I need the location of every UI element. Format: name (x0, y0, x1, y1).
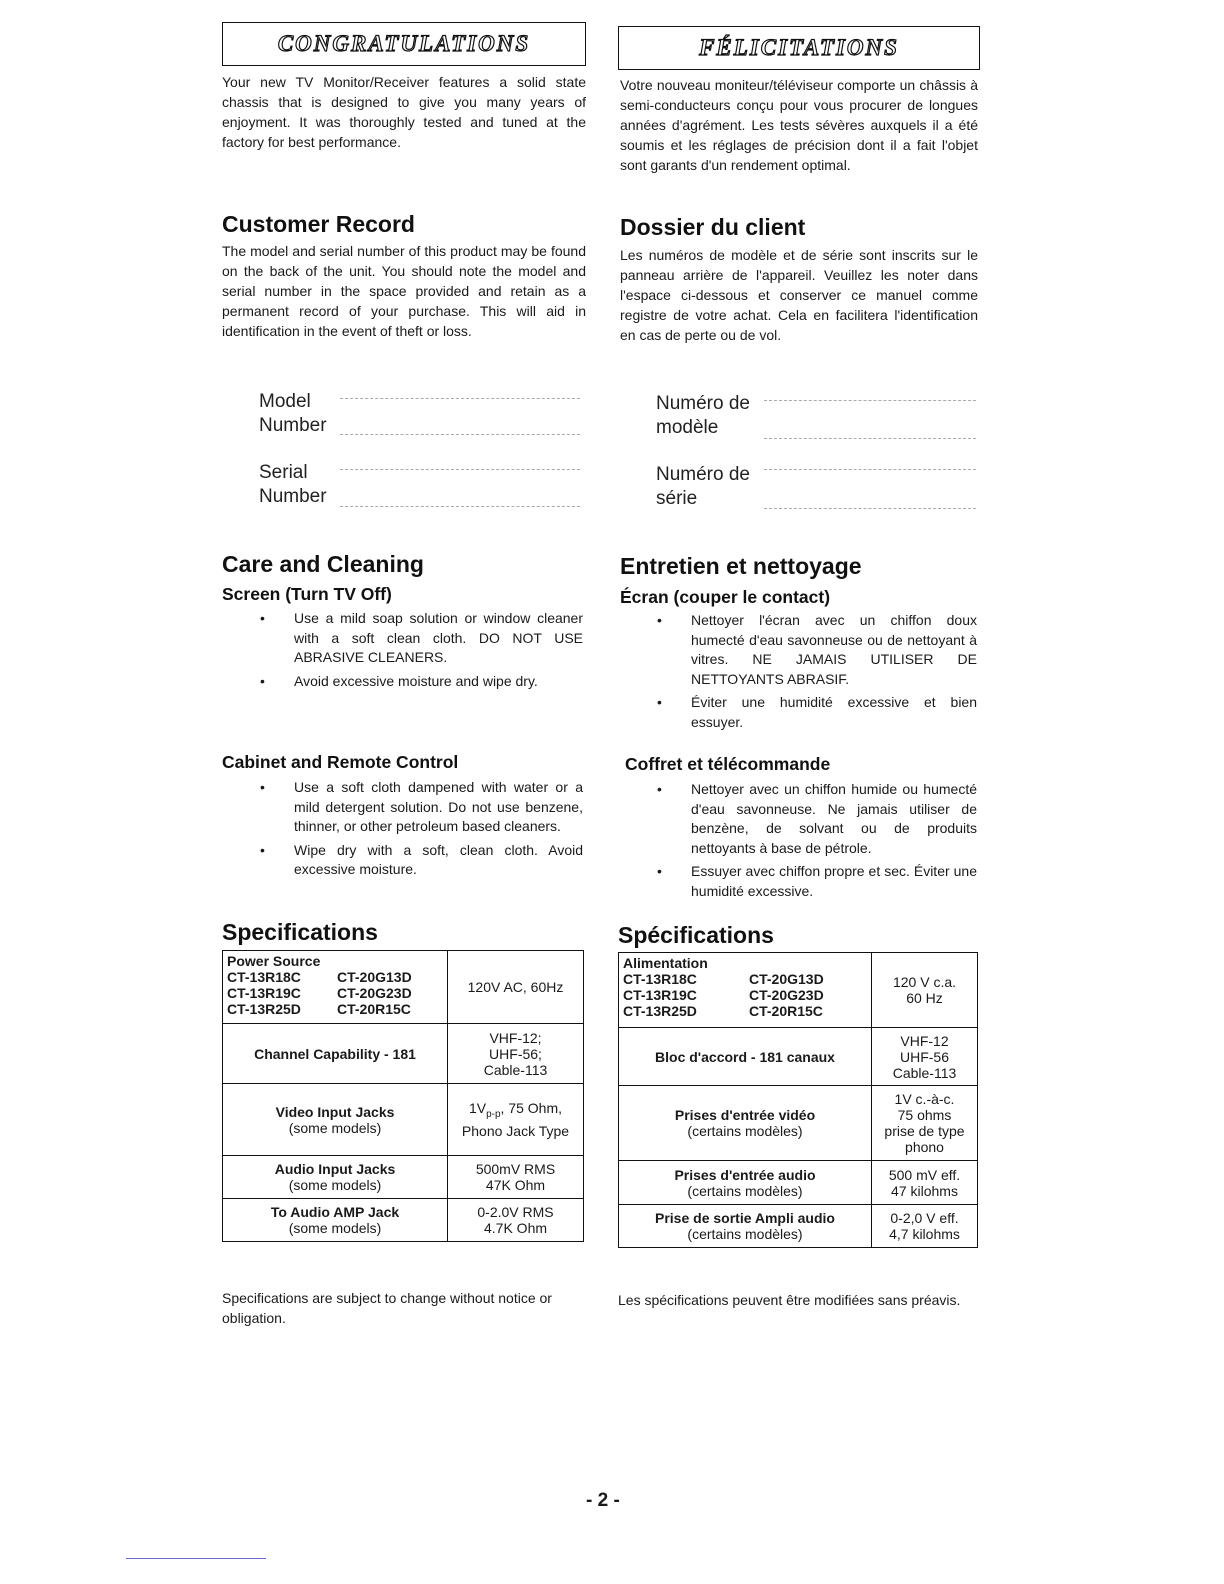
video-input-sub: (some models) (288, 1119, 382, 1136)
audio-amp-label-fr (619, 1205, 872, 1248)
page-number: - 2 - (586, 1490, 620, 1511)
audio-input-label-fr (619, 1161, 872, 1205)
model-code: CT-13R25D (623, 1003, 697, 1019)
channel-capability-label: Channel Capability - 181 (223, 1024, 448, 1084)
model-code: CT-20R15C (749, 1003, 823, 1019)
power-value-2-fr: 60 Hz (906, 990, 943, 1006)
model-number-label (259, 390, 327, 438)
power-source-value: 120V AC, 60Hz (448, 951, 584, 1024)
audio-value-1: 500mV RMS (475, 1161, 556, 1177)
serial-number-field-top[interactable] (340, 469, 580, 470)
list-item: • Essuyer avec chiffon propre et sec. Éviter une humidité excessive. (691, 862, 977, 901)
channel-value-uhf: UHF-56; (489, 1045, 542, 1062)
model-number-field-top[interactable] (340, 398, 580, 399)
amp-value-2: 4.7K Ohm (483, 1220, 548, 1236)
power-value-1-fr: 120 V c.a. (892, 974, 957, 990)
power-source-cell (223, 951, 448, 1024)
model-code: CT-13R19C (623, 987, 697, 1003)
amp-value-1-fr: 0-2,0 V eff. (890, 1210, 959, 1226)
congratulations-banner (222, 22, 586, 66)
model-number-field-top-fr[interactable] (764, 400, 976, 401)
list-item: • Use a mild soap solution or window cleaner with a soft clean cloth. DO NOT USE ABRASIVE CLEANERS. (294, 609, 583, 668)
model-number-field-bottom-fr[interactable] (764, 438, 976, 439)
model-code: CT-13R18C (623, 971, 697, 987)
video-value-1-fr: 1V c.-à-c. (894, 1091, 955, 1107)
power-source-value-fr (872, 953, 978, 1028)
audio-amp-value-fr (872, 1205, 978, 1248)
video-value-ohm: , 75 Ohm, (500, 1100, 563, 1117)
list-item: • Éviter une humidité excessive et bien essuyer. (691, 693, 977, 732)
audio-amp-label (223, 1199, 448, 1242)
audio-input-value-fr (872, 1161, 978, 1205)
specifications-title: Specifications (222, 919, 378, 945)
serial-number-label-fr (656, 463, 750, 511)
spec-note-fr: Les spécifications peuvent être modifiées sans préavis. (618, 1292, 961, 1308)
cabinet-bullets (294, 778, 583, 884)
audio-input-name-fr: Prises d'entrée audio (674, 1166, 816, 1183)
list-item: • Avoid excessive moisture and wipe dry. (294, 672, 583, 692)
audio-amp-value (448, 1199, 584, 1242)
video-value-volt: 1V (468, 1100, 487, 1117)
serial-label-line1-fr: Numéro de (656, 464, 750, 485)
screen-subtitle: Screen (Turn TV Off) (222, 584, 392, 604)
video-value-2-fr: 75 ohms (897, 1107, 952, 1123)
audio-input-label (223, 1156, 448, 1199)
audio-input-sub-fr: (certains modèles) (687, 1182, 803, 1199)
channel-value-vhf-fr: VHF-12 (900, 1032, 949, 1049)
model-code: CT-20G23D (337, 985, 412, 1001)
cabinet-subtitle: Cabinet and Remote Control (222, 752, 459, 772)
audio-amp-name: To Audio AMP Jack (270, 1204, 400, 1220)
screen-bullets-fr (691, 611, 977, 736)
serial-number-field-top-fr[interactable] (764, 469, 976, 470)
model-code: CT-20G13D (337, 969, 412, 985)
video-input-name: Video Input Jacks (275, 1103, 395, 1120)
video-input-sub-fr: (certains modèles) (687, 1123, 803, 1139)
customer-record-title: Customer Record (222, 211, 415, 237)
model-label-line1-fr: Numéro de (656, 393, 750, 414)
channel-capability-value-fr (872, 1028, 978, 1086)
model-code: CT-20G23D (749, 987, 824, 1003)
power-source-label-fr: Alimentation (623, 955, 708, 971)
screen-bullets (294, 609, 583, 695)
video-input-label-fr (619, 1086, 872, 1161)
specifications-table (222, 950, 584, 1242)
model-number-field-bottom[interactable] (340, 434, 580, 435)
model-code: CT-20R15C (337, 1001, 411, 1017)
model-label-line1: Model (259, 391, 311, 412)
specifications-table-fr (618, 952, 978, 1248)
model-code: CT-13R19C (227, 985, 301, 1001)
model-code: CT-13R25D (227, 1001, 301, 1017)
cabinet-bullets-fr (691, 780, 977, 905)
power-source-label: Power Source (227, 953, 321, 969)
audio-input-name: Audio Input Jacks (274, 1161, 396, 1177)
cabinet-subtitle-fr: Coffret et télécommande (625, 754, 831, 774)
screen-subtitle-fr: Écran (couper le contact) (620, 587, 831, 607)
care-cleaning-title: Care and Cleaning (222, 551, 424, 577)
video-value-3-fr: prise de type (884, 1123, 965, 1139)
intro-text-fr: Votre nouveau moniteur/téléviseur comporte un châssis à semi-conducteurs conçu pour vous procurer de longues années d'agrément. Les tests sévères auxquels il a été soumis et les réglages de précision dont il a fait l'objet sont garants d'un rendement optimal. (620, 77, 978, 173)
model-list-fr (623, 971, 867, 1019)
channel-capability-value (448, 1024, 584, 1084)
specifications-title-fr: Spécifications (618, 922, 774, 948)
video-input-label (223, 1084, 448, 1156)
channel-value-vhf: VHF-12; (489, 1029, 542, 1046)
serial-number-field-bottom[interactable] (340, 506, 580, 507)
customer-record-text: The model and serial number of this product may be found on the back of the unit. You should note the model and serial number in the space provided and retain as a permanent record of your purchase. This will aid in identification in the event of theft or loss. (222, 243, 586, 339)
model-code: CT-13R18C (227, 969, 301, 985)
model-code: CT-20G13D (749, 971, 824, 987)
congratulations-banner-text: CONGRATULATIONS (277, 31, 531, 56)
felicitations-banner-text: FÉLICITATIONS (699, 35, 899, 60)
serial-label-line2: Number (259, 486, 327, 507)
intro-text: Your new TV Monitor/Receiver features a solid state chassis that is designed to give you many years of enjoyment. It was thoroughly tested and tuned at the factory for best performance. (222, 74, 586, 150)
audio-amp-name-fr: Prise de sortie Ampli audio (655, 1210, 835, 1226)
bottom-rule (126, 1558, 266, 1559)
audio-value-2: 47K Ohm (485, 1177, 546, 1193)
serial-label-line1: Serial (259, 462, 308, 483)
video-input-name-fr: Prises d'entrée vidéo (674, 1107, 816, 1123)
list-item: • Use a soft cloth dampened with water or a mild detergent solution. Do not use benzene, thinner, or other petroleum based cleaners. (294, 778, 583, 837)
list-item: • Wipe dry with a soft, clean cloth. Avoid excessive moisture. (294, 841, 583, 880)
model-number-label-fr (656, 392, 750, 440)
customer-record-title-fr: Dossier du client (620, 214, 806, 240)
model-label-line2: Number (259, 415, 327, 436)
amp-value-1: 0-2.0V RMS (477, 1204, 554, 1220)
list-item: • Nettoyer avec un chiffon humide ou humecté d'eau savonneuse. Ne jamais utiliser de benzène, de solvant ou de produits nettoyants à base de pétrole. (691, 780, 977, 858)
serial-number-field-bottom-fr[interactable] (764, 508, 976, 509)
channel-value-uhf-fr: UHF-56 (899, 1048, 949, 1065)
serial-number-label (259, 461, 327, 509)
model-label-line2-fr: modèle (656, 417, 719, 438)
care-cleaning-title-fr: Entretien et nettoyage (620, 553, 862, 579)
video-value-type: Phono Jack Type (461, 1122, 570, 1139)
channel-value-cable: Cable-113 (483, 1061, 548, 1078)
spec-note: Specifications are subject to change without notice or obligation. (222, 1290, 552, 1326)
audio-amp-sub: (some models) (288, 1220, 382, 1236)
amp-value-2-fr: 4,7 kilohms (889, 1226, 960, 1242)
audio-amp-sub-fr: (certains modèles) (687, 1226, 803, 1242)
video-input-value-fr (872, 1086, 978, 1161)
felicitations-banner (618, 26, 980, 70)
model-list (227, 969, 443, 1017)
video-value-sub: p-p (486, 1108, 501, 1120)
video-value-4-fr: phono (905, 1139, 944, 1155)
audio-input-sub: (some models) (288, 1177, 382, 1193)
audio-value-1-fr: 500 mV eff. (888, 1166, 961, 1183)
power-source-cell-fr (619, 953, 872, 1028)
video-input-value (448, 1084, 584, 1156)
serial-label-line2-fr: série (656, 488, 698, 509)
audio-value-2-fr: 47 kilohms (891, 1182, 958, 1199)
customer-record-text-fr: Les numéros de modèle et de série sont inscrits sur le panneau arrière de l'appareil. Veuillez les noter dans l'espace ci-dessous et conserver ce manuel comme registre de votre achat. Cela en facilitera l'identification en cas de perte ou de vol. (620, 247, 978, 343)
audio-input-value (448, 1156, 584, 1199)
channel-capability-label-fr: Bloc d'accord - 181 canaux (619, 1028, 872, 1086)
list-item: • Nettoyer l'écran avec un chiffon doux humecté d'eau savonneuse ou de nettoyant à vitres. NE JAMAIS UTILISER DE NETTOYANTS ABRASIF. (691, 611, 977, 689)
channel-value-cable-fr: Cable-113 (892, 1064, 957, 1081)
